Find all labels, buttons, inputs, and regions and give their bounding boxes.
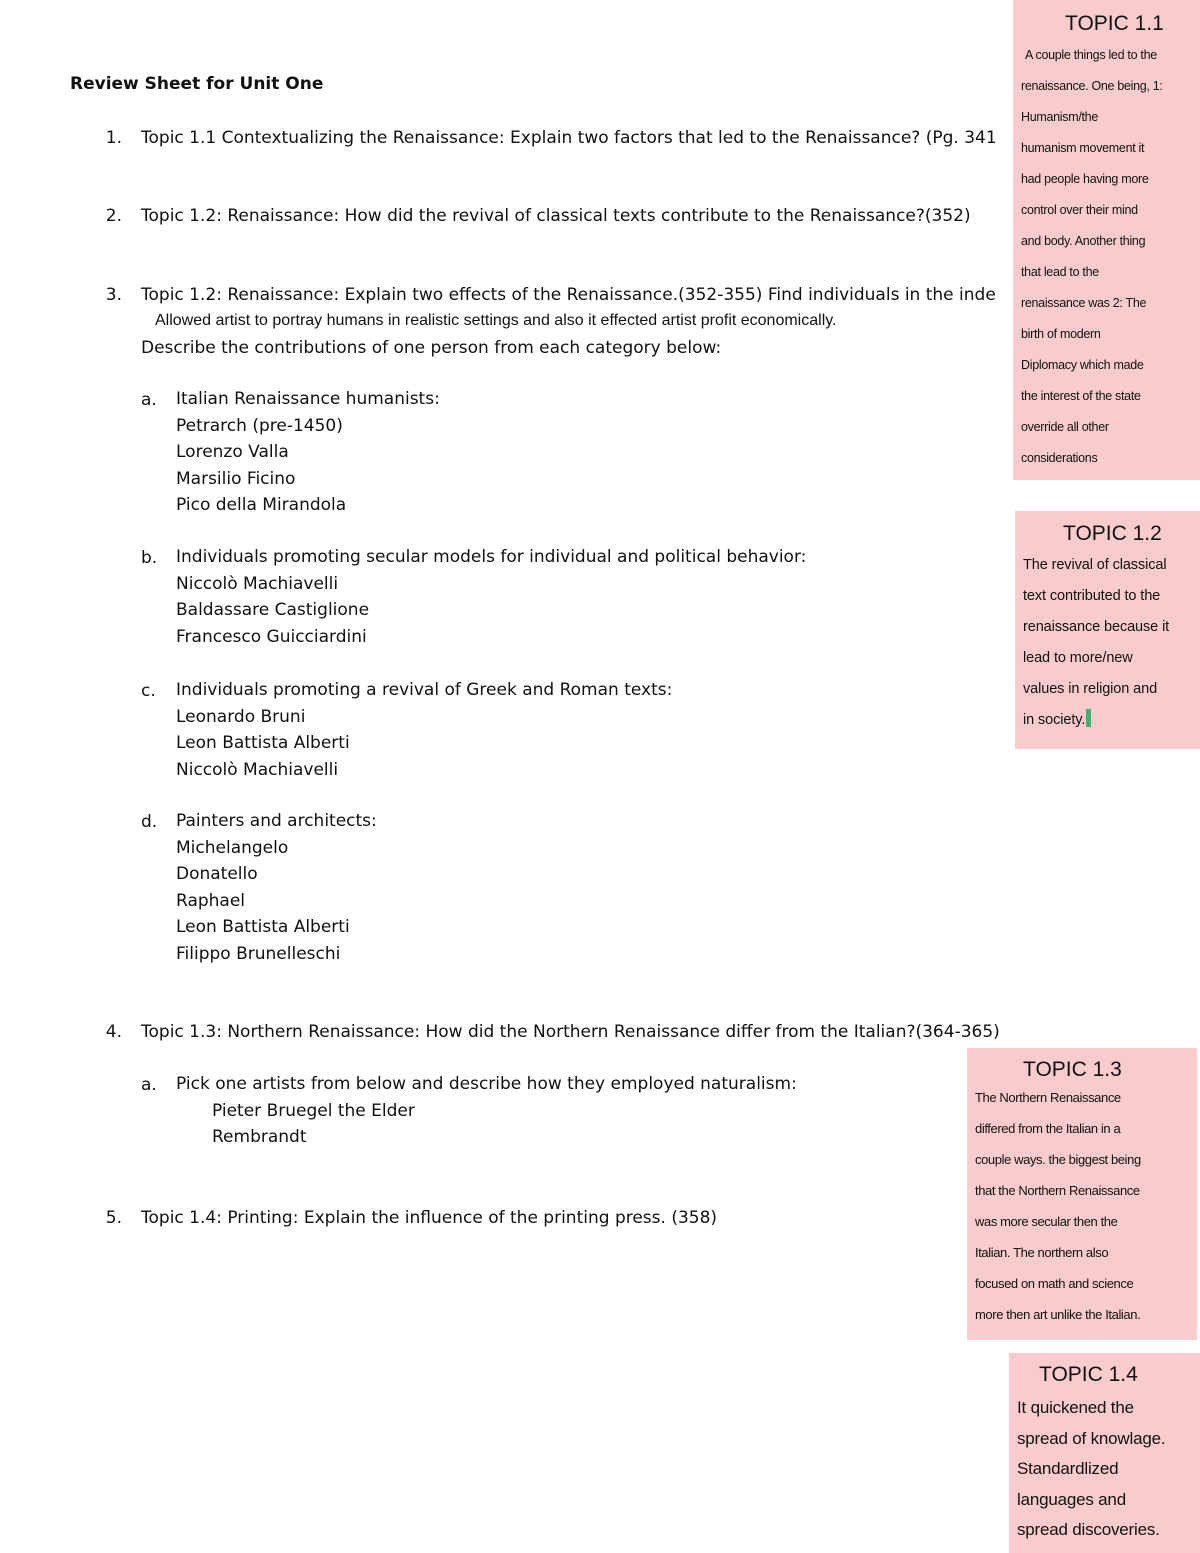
note-line: A couple things led to the [1025,48,1157,62]
question-number: 2. [105,206,122,226]
note-line: Italian. The northern also [975,1245,1109,1260]
list-item: Leon Battista Alberti [176,733,350,753]
note-line: focused on math and science [975,1276,1134,1291]
list-item: Leonardo Bruni [176,706,306,727]
note-line: spread of knowlage. [1017,1428,1166,1448]
question-number: 1. [105,128,122,148]
note-line: and body. Another thing [1021,234,1146,248]
question-text: Topic 1.3: Northern Renaissance: How did the Northern Renaissance differ from the Italian?(364-365) [141,1022,1000,1042]
note-line: override all other [1021,420,1109,434]
list-item: Filippo Brunelleschi [176,943,341,964]
note-line: the interest of the state [1021,389,1141,403]
list-item: Raphael [176,890,246,911]
note-line: birth of modern [1021,327,1101,341]
note-line: Diplomacy which made [1021,358,1144,372]
list-item: Lorenzo Valla [176,442,289,462]
comment-note-topic-1-2[interactable] [1015,511,1200,749]
note-line: lead to more/new [1023,650,1133,666]
note-line: renaissance was 2: The [1021,296,1147,310]
subsection-list [176,544,806,650]
note-line: text contributed to the [1023,588,1161,604]
text-cursor-icon [1086,709,1091,727]
question-text: Topic 1.1 Contextualizing the Renaissance: Explain two factors that led to the Renaissance? (Pg. 341 [141,128,997,148]
subsection-list [176,808,377,967]
question-number: 5. [105,1208,122,1228]
note-line: more then art unlike the Italian. [975,1307,1141,1322]
note-line: that lead to the [1021,265,1099,279]
list-item: Michelangelo [176,837,289,858]
subsection-heading: Pick one artists from below and describe how they employed naturalism: [176,1074,797,1094]
subsection-heading: Painters and architects: [176,811,377,831]
note-body [975,1082,1197,1330]
note-line: considerations [1021,451,1098,465]
subsection-letter: d. [141,812,158,832]
question-followup: Describe the contributions of one person from each category below: [141,338,722,358]
note-line: The revival of classical [1023,557,1167,573]
typed-answer: Allowed artist to portray humans in realistic settings and also it effected artist profit economically. [155,312,837,329]
subsection-letter: c. [141,681,156,701]
note-line: Humanism/the [1021,110,1098,124]
note-line-text: in society. [1023,712,1086,728]
note-line: Standardlized [1017,1459,1119,1478]
list-item: Donatello [176,864,258,884]
list-item: Pieter Bruegel the Elder [212,1100,415,1121]
list-item: Niccolò Machiavelli [176,573,339,594]
note-title: TOPIC 1.1 [1065,12,1164,35]
subsection-list [176,677,672,783]
note-line: renaissance because it [1023,619,1170,635]
question-text: Topic 1.2: Renaissance: Explain two effects of the Renaissance.(352-355) Find individuals in the inde [141,285,996,305]
document-title: Review Sheet for Unit One [70,74,324,94]
note-title: TOPIC 1.3 [1023,1058,1122,1081]
note-title: TOPIC 1.4 [1039,1363,1138,1386]
note-line: values in religion and [1023,681,1158,697]
list-item: Petrarch (pre-1450) [176,415,343,436]
note-title: TOPIC 1.2 [1063,522,1162,545]
question-text: Topic 1.2: Renaissance: How did the revival of classical texts contribute to the Renaissance?(352) [141,206,971,226]
question-text: Topic 1.4: Printing: Explain the influence of the printing press. (358) [141,1208,718,1228]
note-line: was more secular then the [975,1214,1118,1229]
comment-note-topic-1-3[interactable] [967,1048,1197,1340]
note-body [1021,40,1200,474]
list-item: Rembrandt [212,1127,307,1147]
note-line [1023,705,1200,736]
subsection-letter: b. [141,548,158,568]
note-line: The Northern Renaissance [975,1090,1121,1105]
list-item: Pico della Mirandola [176,495,347,515]
note-line: languages and [1017,1489,1126,1509]
subsection-letter: a. [141,390,157,410]
question-number: 3. [105,285,122,305]
subsection-list [176,1071,797,1151]
list-item: Niccolò Machiavelli [176,759,339,780]
note-line: had people having more [1021,172,1149,186]
subsection-heading: Italian Renaissance humanists: [176,389,440,409]
note-line: spread discoveries. [1017,1520,1160,1539]
subsection-letter: a. [141,1075,157,1095]
list-item: Baldassare Castiglione [176,600,370,620]
list-item: Marsilio Ficino [176,468,296,489]
note-line: renaissance. One being, 1: [1021,79,1163,93]
subsection-list [176,386,440,519]
list-item: Leon Battista Alberti [176,917,350,937]
comment-note-topic-1-1[interactable] [1013,0,1200,480]
subsection-heading: Individuals promoting a revival of Greek and Roman texts: [176,680,673,700]
subsection-heading: Individuals promoting secular models for individual and political behavior: [176,547,807,567]
note-line: control over their mind [1021,203,1138,217]
question-number: 4. [105,1022,122,1042]
note-line: differed from the Italian in a [975,1121,1121,1136]
note-line: It quickened the [1017,1398,1134,1417]
note-body [1023,550,1200,736]
note-line: humanism movement it [1021,141,1145,155]
list-item: Francesco Guicciardini [176,626,367,647]
note-line: that the Northern Renaissance [975,1183,1140,1198]
comment-note-topic-1-4[interactable] [1009,1353,1200,1553]
note-line: couple ways. the biggest being [975,1152,1141,1167]
note-body [1017,1393,1200,1546]
